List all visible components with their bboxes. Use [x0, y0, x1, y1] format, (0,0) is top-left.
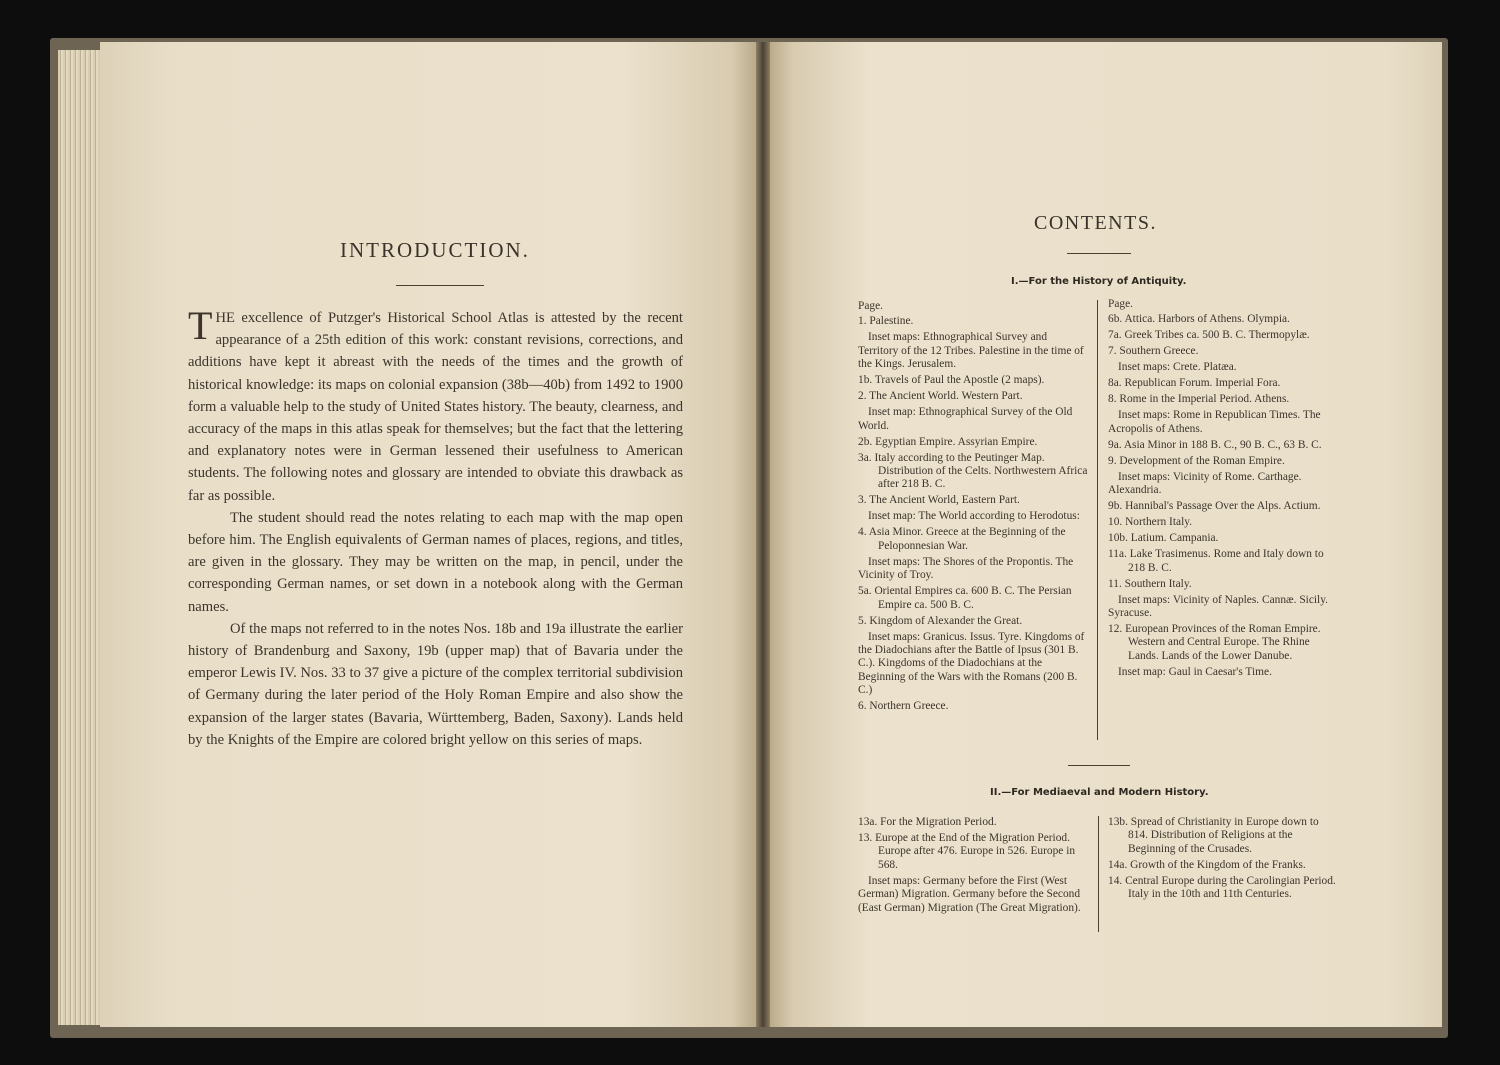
contents-inset-note: Inset maps: Ethnographical Survey and Territory of the 12 Tribes. Palestine in the time of the Kings. Jerusalem.	[858, 331, 1084, 371]
contents-inset-note: Inset maps: Germany before the First (West German) Migration. Germany before the Second (East German) Migration (The Great Migration).	[858, 874, 1081, 914]
contents-entry: 4. Asia Minor. Greece at the Beginning of the Peloponnesian War.	[858, 526, 1066, 552]
contents-inset-note: Inset maps: Vicinity of Rome. Carthage. Alexandria.	[1108, 470, 1302, 497]
contents-entry: 3a. Italy according to the Peutinger Map. Distribution of the Celts. Northwestern Africa after 218 B. C.	[858, 451, 1088, 491]
contents-entry: 8. Rome in the Imperial Period. Athens.	[1108, 393, 1290, 406]
book-gutter	[756, 42, 770, 1027]
contents-entry: 9. Development of the Roman Empire.	[1108, 454, 1285, 467]
contents-entry: 13. Europe at the End of the Migration Period. Europe after 476. Europe in 526. Europe in 568.	[858, 832, 1076, 871]
contents-rule	[1067, 253, 1131, 254]
contents-entry: 9a. Asia Minor in 188 B. C., 90 B. C., 63 B. C.	[1108, 438, 1322, 451]
contents-inset-note: Inset maps: The Shores of the Propontis. The Vicinity of Troy.	[858, 555, 1074, 582]
contents-entry: 13a. For the Migration Period.	[858, 816, 997, 828]
contents-inset-note: Inset map: Ethnographical Survey of the Old World.	[858, 406, 1073, 432]
contents-entry: 5. Kingdom of Alexander the Great.	[858, 614, 1023, 627]
contents-entry: 3. The Ancient World, Eastern Part.	[858, 494, 1020, 507]
contents-entry: 13b. Spread of Christianity in Europe down to 814. Distribution of Religions at the Beginning of the Crusades.	[1108, 816, 1319, 855]
intro-paragraph-1-text: HE excellence of Putzger's Historical School Atlas is attested by the recent appearance of a 25th edition of this work: constant revisions, corrections, and additions have kept it abreast with the needs of the times and the growth of historical knowledge: its maps on colonial expansion (38b—40b) from 1492 to 1900 form a valuable help to the study of United States history. The beauty, clearness, and accuracy of the maps in this atlas speak for themselves; but the fact that the lettering and explanatory notes were in German lessened their usefulness to American students. The following notes and glossary are intended to obviate this drawback as far as possible.	[188, 310, 683, 504]
contents-entry: 10. Northern Italy.	[1108, 516, 1193, 529]
contents-entry: 14. Central Europe during the Carolingian Period. Italy in the 10th and 11th Centuries.	[1108, 874, 1336, 901]
contents-entry: 10b. Latium. Campania.	[1108, 532, 1219, 545]
contents-entry: 2. The Ancient World. Western Part.	[858, 390, 1023, 403]
contents-entry: 7. Southern Greece.	[1108, 345, 1199, 358]
section-1-column-divider	[1097, 300, 1098, 740]
contents-entry: 11. Southern Italy.	[1108, 577, 1192, 590]
contents-entry: 12. European Provinces of the Roman Empire. Western and Central Europe. The Rhine Lands. Lands of the Lower Danube.	[1108, 623, 1321, 662]
contents-inset-note: Inset maps: Granicus. Issus. Tyre. Kingdoms of the Diadochians after the Battle of Ipsus (301 B. C.). Kingdoms of the Diadochians at the Beginning of the Wars with the Romans (200 B. C.)	[858, 630, 1085, 697]
introduction-body	[188, 303, 683, 751]
intro-paragraph-1	[188, 303, 683, 507]
contents-inset-note: Inset maps: Rome in Republican Times. The Acropolis of Athens.	[1108, 409, 1321, 435]
contents-entry: 6b. Attica. Harbors of Athens. Olympia.	[1108, 313, 1290, 326]
dropcap: T	[188, 303, 213, 348]
contents-inset-note: Inset maps: Vicinity of Naples. Cannæ. Sicily. Syracuse.	[1108, 593, 1329, 620]
section-2-right-column	[1108, 816, 1336, 904]
contents-entry: 6. Northern Greece.	[858, 700, 949, 713]
contents-entry: 8a. Republican Forum. Imperial Fora.	[1108, 377, 1281, 390]
intro-paragraph-3: Of the maps not referred to in the notes Nos. 18b and 19a illustrate the earlier history of Brandenburg and Saxony, 19b (upper map) that of Bavaria under the emperor Lewis IV. Nos. 33 to 37 give a picture of the complex territorial subdivision of Germany during the later period of the Holy Roman Empire and also show the expansion of the larger states (Bavaria, Württemberg, Baden, Saxony). Lands held by the Knights of the Empire are colored bright yellow on this series of maps.	[188, 620, 683, 748]
contents-title: CONTENTS.	[1034, 212, 1157, 234]
section-1-right-column	[1108, 298, 1338, 682]
intro-paragraph-2: The student should read the notes relating to each map with the map open before him. The English equivalents of German names of places, regions, and titles, are given in the glossary. They may be written on the map, in pencil, under the corresponding German names, or set down in a notebook along with the German names.	[188, 509, 683, 615]
section-1-left-column	[858, 300, 1088, 716]
contents-entry: 9b. Hannibal's Passage Over the Alps. Actium.	[1108, 500, 1321, 513]
contents-entry: 1. Palestine.	[858, 315, 914, 328]
introduction-title: INTRODUCTION.	[340, 238, 530, 262]
section-2-heading: II.—For Mediaeval and Modern History.	[990, 787, 1209, 798]
contents-entry: 2b. Egyptian Empire. Assyrian Empire.	[858, 435, 1038, 448]
contents-entry: 11a. Lake Trasimenus. Rome and Italy down to 218 B. C.	[1108, 548, 1324, 574]
contents-entry: 14a. Growth of the Kingdom of the Franks.	[1108, 858, 1306, 871]
introduction-rule	[396, 285, 484, 286]
contents-page-label: Page.	[1108, 298, 1133, 310]
contents-inset-note: Inset map: Gaul in Caesar's Time.	[1118, 665, 1272, 678]
section-2-column-divider	[1098, 816, 1099, 932]
section-1-heading: I.—For the History of Antiquity.	[1011, 276, 1187, 287]
contents-entry: 1b. Travels of Paul the Apostle (2 maps).	[858, 374, 1045, 387]
contents-entry: 5a. Oriental Empires ca. 600 B. C. The Persian Empire ca. 500 B. C.	[858, 585, 1072, 611]
section-divider-rule	[1068, 765, 1130, 766]
contents-inset-note: Inset map: The World according to Herodotus:	[868, 510, 1080, 523]
contents-entry: 7a. Greek Tribes ca. 500 B. C. Thermopylæ.	[1108, 329, 1310, 342]
contents-page-label: Page.	[858, 300, 883, 312]
contents-inset-note: Inset maps: Crete. Platæa.	[1118, 361, 1237, 374]
section-2-left-column	[858, 816, 1088, 918]
